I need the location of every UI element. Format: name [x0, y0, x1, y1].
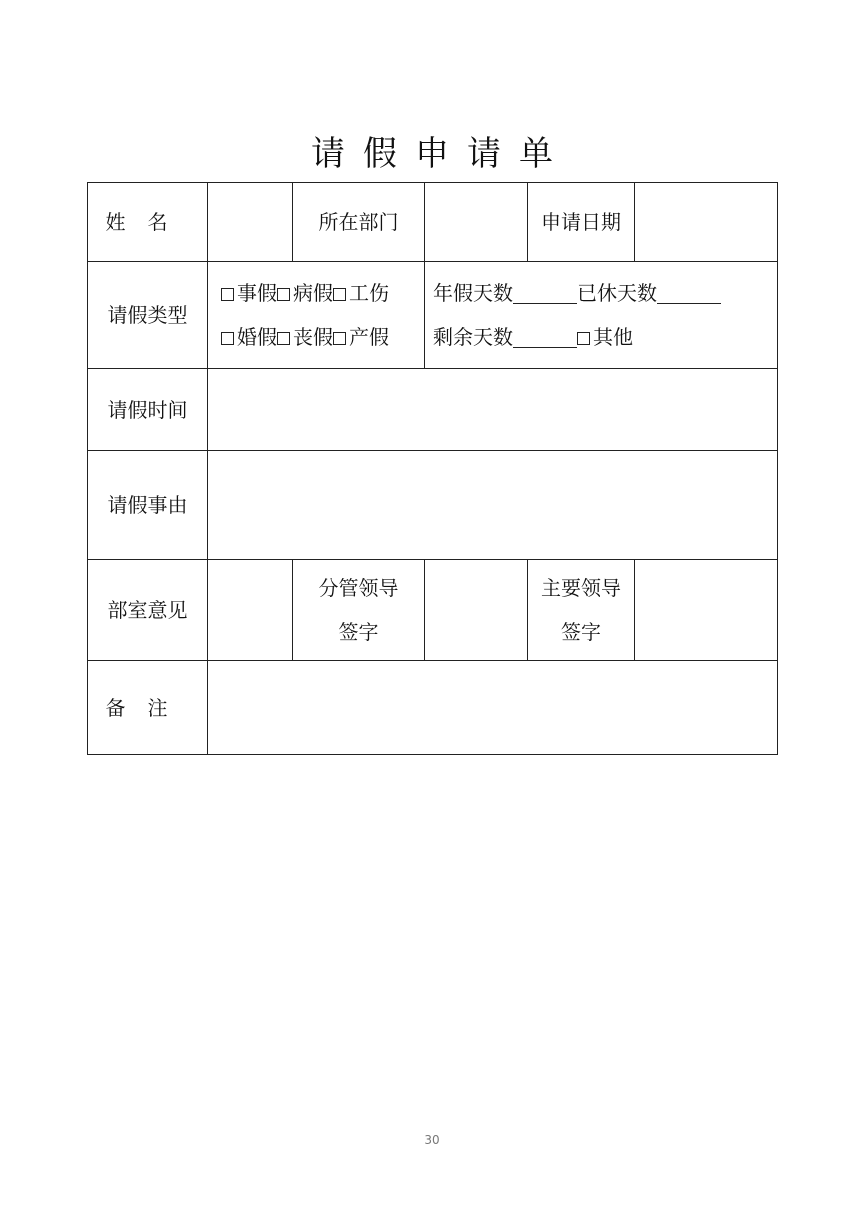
checkbox-sick-leave[interactable] [277, 288, 290, 301]
leave-reason-label: 请假事由 [88, 451, 208, 560]
option-personal-leave: 事假 [237, 281, 277, 305]
checkbox-other[interactable] [577, 332, 590, 345]
checkbox-maternity-leave[interactable] [333, 332, 346, 345]
checkbox-marriage-leave[interactable] [221, 332, 234, 345]
checkbox-work-injury[interactable] [333, 288, 346, 301]
table-row [88, 369, 778, 451]
page-number: 30 [424, 1133, 440, 1147]
table-row [88, 262, 778, 369]
option-maternity-leave: 产假 [349, 325, 389, 349]
checkbox-personal-leave[interactable] [221, 288, 234, 301]
table-row [88, 661, 778, 755]
form-title: 请假申请单 [311, 134, 571, 174]
leave-type-label: 请假类型 [88, 262, 208, 369]
name-field[interactable] [208, 183, 293, 262]
table-row [88, 560, 778, 661]
leave-time-field[interactable] [208, 369, 778, 451]
table-row [88, 183, 778, 262]
chief-sign-field[interactable] [635, 560, 778, 661]
used-days-label: 已休天数 [577, 281, 657, 305]
dept-opinion-label: 部室意见 [88, 560, 208, 661]
leave-time-label: 请假时间 [88, 369, 208, 451]
leave-type-options [208, 262, 425, 369]
chief-sign-label-line2: 签字 [561, 620, 601, 644]
supervisor-sign-label-line2: 签字 [338, 620, 379, 644]
used-days-blank[interactable] [657, 283, 721, 304]
annual-days-blank[interactable] [513, 283, 577, 304]
option-bereavement-leave: 丧假 [293, 325, 333, 349]
leave-reason-field[interactable] [208, 451, 778, 560]
table-row [88, 451, 778, 560]
dept-opinion-field[interactable] [208, 560, 293, 661]
apply-date-label: 申请日期 [528, 183, 635, 262]
remaining-days-blank[interactable] [513, 327, 577, 348]
supervisor-sign-label-line1: 分管领导 [318, 576, 399, 600]
annual-days-label: 年假天数 [433, 281, 513, 305]
remarks-label: 备注 [88, 661, 208, 755]
option-work-injury: 工伤 [349, 281, 389, 305]
apply-date-field[interactable] [635, 183, 778, 262]
remarks-field[interactable] [208, 661, 778, 755]
chief-sign-label-line1: 主要领导 [541, 576, 621, 600]
supervisor-sign-label [293, 560, 425, 661]
checkbox-bereavement-leave[interactable] [277, 332, 290, 345]
department-label: 所在部门 [293, 183, 425, 262]
remaining-days-label: 剩余天数 [433, 325, 513, 349]
chief-sign-label [528, 560, 635, 661]
option-sick-leave: 病假 [293, 281, 333, 305]
option-marriage-leave: 婚假 [237, 325, 277, 349]
option-other: 其他 [593, 325, 633, 349]
name-label: 姓名 [88, 183, 208, 262]
leave-application-table [87, 182, 778, 755]
supervisor-sign-field[interactable] [425, 560, 528, 661]
department-field[interactable] [425, 183, 528, 262]
leave-days-section [425, 262, 778, 369]
